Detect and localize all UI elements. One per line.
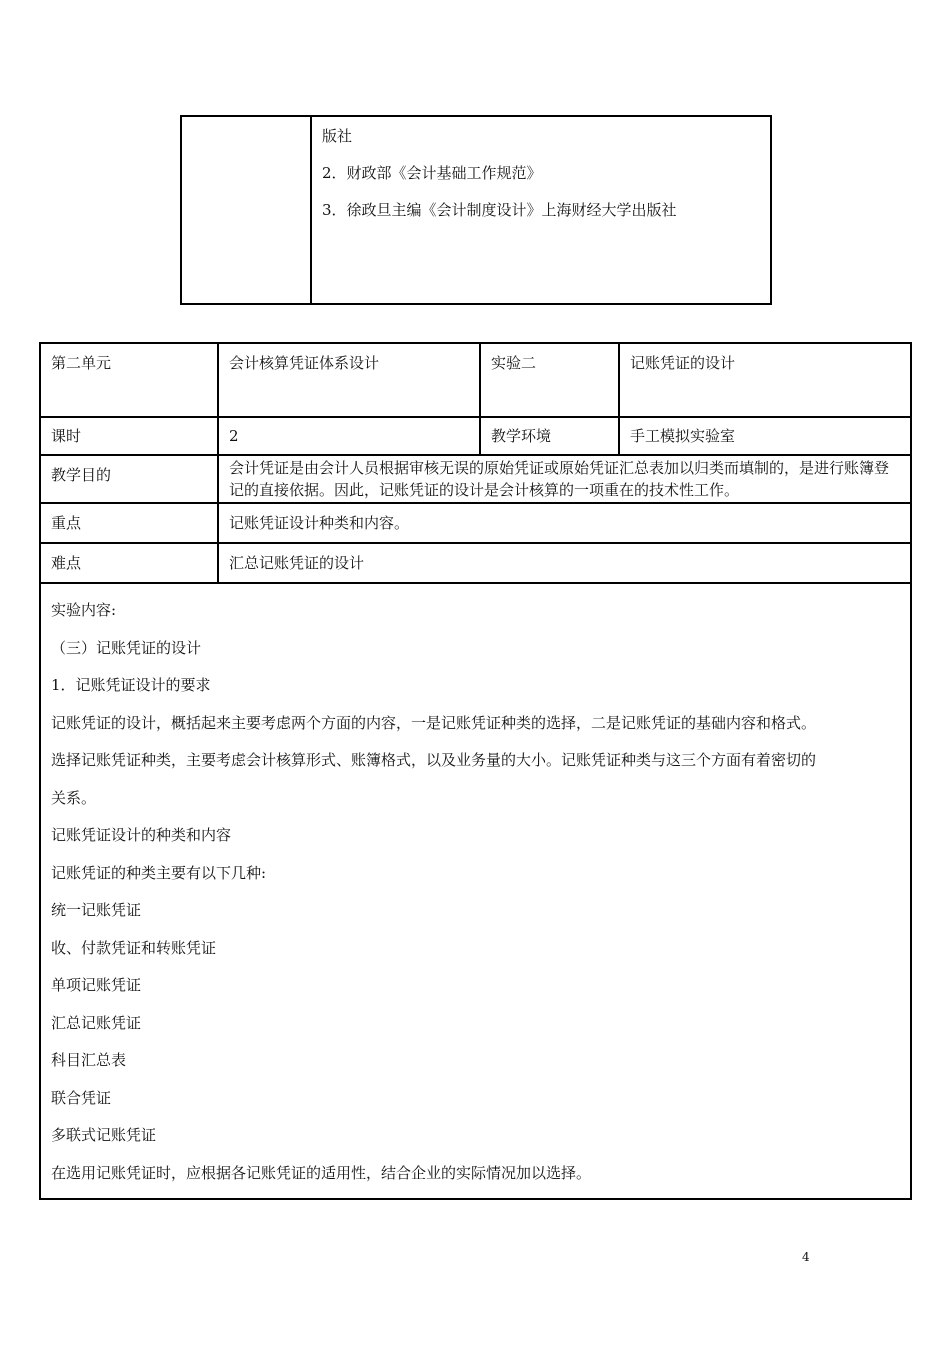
reference-line: 3．徐政旦主编《会计制度设计》上海财经大学出版社 [322, 201, 677, 219]
experiment-label: 实验二 [480, 343, 619, 417]
content-line: 1．记账凭证设计的要求 [51, 676, 211, 694]
content-line: 关系。 [51, 788, 97, 807]
key-label: 重点 [40, 503, 218, 543]
content-line: 在选用记账凭证时，应根据各记账凭证的适用性，结合企业的实际情况加以选择。 [51, 1163, 592, 1182]
content-line: 记账凭证的种类主要有以下几种: [51, 863, 267, 882]
page-number: 4 [802, 1250, 810, 1264]
reference-right-cell [311, 116, 771, 304]
key-text: 记账凭证设计种类和内容。 [218, 503, 911, 543]
content-line: 单项记账凭证 [51, 976, 142, 994]
content-line: 科目汇总表 [51, 1051, 127, 1069]
reference-line: 2．财政部《会计基础工作规范》 [322, 164, 542, 182]
hours-value: 2 [218, 417, 480, 455]
content-line: （三）记账凭证的设计 [51, 638, 202, 657]
content-line: 收、付款凭证和转账凭证 [51, 938, 217, 957]
content-line: 记账凭证的设计，概括起来主要考虑两个方面的内容，一是记账凭证种类的选择，二是记账凭证的基础内容和格式。 [51, 713, 817, 732]
unit-table [39, 342, 912, 1200]
reference-left-cell [181, 116, 311, 304]
unit-label: 第二单元 [40, 343, 218, 417]
reference-line: 版社 [322, 127, 353, 145]
content-line: 记账凭证设计的种类和内容 [51, 826, 232, 844]
content-line: 实验内容: [51, 601, 117, 619]
content-line: 多联式记账凭证 [51, 1126, 157, 1144]
unit-title: 会计核算凭证体系设计 [218, 343, 480, 417]
experiment-content [40, 583, 911, 1199]
reference-table [180, 115, 772, 305]
content-line: 联合凭证 [51, 1088, 112, 1107]
env-value: 手工模拟实验室 [619, 417, 911, 455]
difficulty-label: 难点 [40, 543, 218, 583]
content-line: 汇总记账凭证 [51, 1013, 142, 1032]
objective-label: 教学目的 [40, 455, 218, 503]
objective-text: 会计凭证是由会计人员根据审核无误的原始凭证或原始凭证汇总表加以归类而填制的，是进行账簿登记的直接依据。因此，记账凭证的设计是会计核算的一项重在的技术性工作。 [218, 455, 911, 503]
experiment-title: 记账凭证的设计 [619, 343, 911, 417]
content-line: 统一记账凭证 [51, 901, 142, 919]
content-line: 选择记账凭证种类，主要考虑会计核算形式、账簿格式，以及业务量的大小。记账凭证种类与这三个方面有着密切的 [51, 751, 817, 769]
difficulty-text: 汇总记账凭证的设计 [218, 543, 911, 583]
hours-label: 课时 [40, 417, 218, 455]
env-label: 教学环境 [480, 417, 619, 455]
